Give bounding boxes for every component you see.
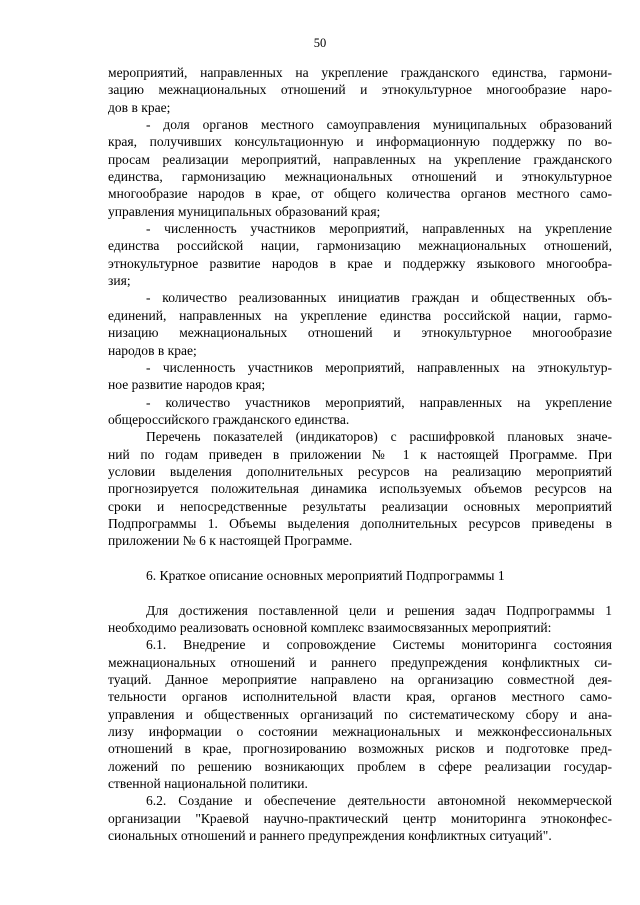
text-line: ний по годам приведен в приложении № 1 к настоящей Программе. При xyxy=(108,446,612,462)
text-line: единства российской нации, гармонизацию межнациональных отношений, xyxy=(108,238,612,254)
text-line: зия; xyxy=(108,273,131,289)
text-line: многообразие народов в крае, от общего количества органов местного само- xyxy=(108,186,612,202)
text-line: просам реализации мероприятий, направленных на укрепление гражданского xyxy=(108,151,612,167)
text-line: управления и общественных организаций по систематическому сбору и ана- xyxy=(108,706,612,722)
text-line: организации "Краевой научно-практический центр мониторинга этноконфес- xyxy=(108,810,612,826)
text-line: единений, направленных на укрепление единства российской нации, гармо- xyxy=(108,307,612,323)
text-line: - численность участников мероприятий, направленных на этнокультур- xyxy=(146,359,612,375)
text-line: зацию межнациональных отношений и этнокультурное многообразие наро- xyxy=(108,82,612,98)
text-line: - количество реализованных инициатив граждан и общественных объ- xyxy=(146,290,612,306)
text-line: края, получивших консультационную и информационную поддержку по во- xyxy=(108,134,612,150)
paragraph-gap xyxy=(108,550,612,567)
text-line: - количество участников мероприятий, направленных на укрепление xyxy=(146,394,612,410)
text-line: ложений по решению возникающих проблем в сфере реализации государ- xyxy=(108,758,612,774)
document-body xyxy=(108,64,612,844)
text-line: мероприятий, направленных на укрепление гражданского единства, гармони- xyxy=(108,65,612,80)
text-line: тельности органов исполнительной власти края, органов местного само- xyxy=(108,689,612,705)
text-line: необходимо реализовать основной комплекс взаимосвязанных мероприятий: xyxy=(108,620,552,635)
text-line: 6.2. Создание и обеспечение деятельности автономной некоммерческой xyxy=(146,793,612,809)
text-line: народов в крае; xyxy=(108,342,197,358)
text-line: - доля органов местного самоуправления муниципальных образований xyxy=(146,117,612,133)
text-line: межнациональных отношений и раннего предупреждения конфликтных си- xyxy=(108,654,612,670)
page-number: 50 xyxy=(313,36,327,50)
text-line: условии выделения дополнительных ресурсов на реализацию мероприятий xyxy=(108,463,612,479)
paragraph-gap xyxy=(108,584,612,601)
text-line: дов в крае; xyxy=(108,99,171,115)
text-line: этнокультурное развитие народов в крае и поддержку языкового многообра- xyxy=(108,255,612,271)
text-line: лизу информации о состоянии межнациональных и межконфессиональных xyxy=(108,724,612,740)
text-line: сиональных отношений и раннего предупреждения конфликтных ситуаций". xyxy=(108,828,552,844)
section-heading: 6. Краткое описание основных мероприятий Подпрограммы 1 xyxy=(146,567,505,583)
text-line: - численность участников мероприятий, направленных на укрепление xyxy=(146,221,612,237)
text-line: отношений в крае, прогнозированию возможных рисков и подготовке пред- xyxy=(108,741,612,757)
text-line: общероссийского гражданского единства. xyxy=(108,411,350,427)
text-line: 6.1. Внедрение и сопровождение Системы мониторинга состояния xyxy=(146,637,612,653)
text-line: сроки и непосредственные результаты реализации основных мероприятий xyxy=(108,498,612,514)
text-line: Перечень показателей (индикаторов) с расшифровкой плановых значе- xyxy=(146,429,612,445)
text-line: ственной национальной политики. xyxy=(108,776,308,792)
text-line: ное развитие народов края; xyxy=(108,377,266,393)
text-line: единства, гармонизацию межнациональных отношений и этнокультурное xyxy=(108,169,612,185)
text-line: Для достижения поставленной цели и решения задач Подпрограммы 1 xyxy=(146,602,612,618)
text-line: туаций. Данное мероприятие направлено на организацию совместной дея- xyxy=(108,672,612,688)
text-line: Подпрограммы 1. Объемы выделения дополнительных ресурсов приведены в xyxy=(108,515,612,531)
text-line: низацию межнациональных отношений и этнокультурное многообразие xyxy=(108,325,612,341)
text-line: приложении № 6 к настоящей Программе. xyxy=(108,533,353,549)
text-line: управления муниципальных образований края; xyxy=(108,203,381,219)
text-line: прогнозируется положительная динамика используемых объемов ресурсов на xyxy=(108,481,612,497)
